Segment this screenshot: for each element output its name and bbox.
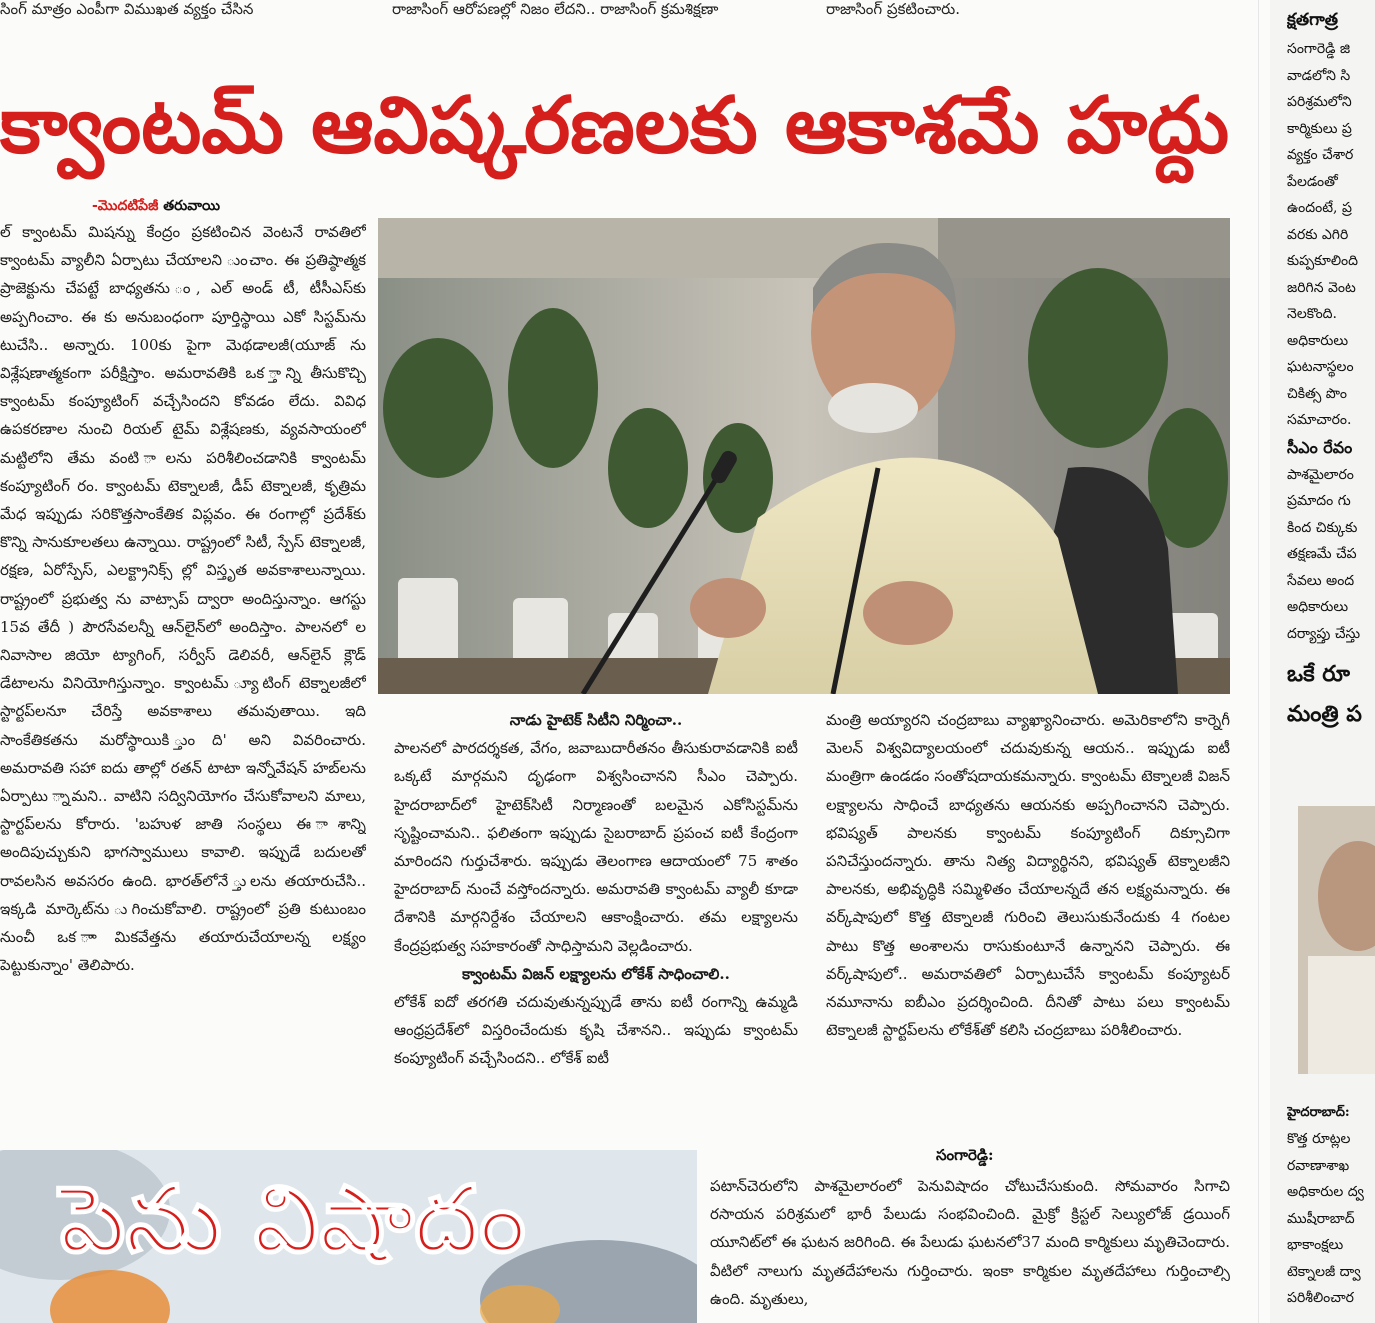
top-strip-col2: రాజాసింగ్ ఆరోపణల్లో నిజం లేదని.. రాజాసింగ్ క్రమశిక్షణా <box>392 0 719 18</box>
main-article-col1-text: ల్ క్వాంటమ్ మిషన్ను కేంద్రం ప్రకటించిన వెంటనే రావతిలో క్వాంటమ్ వ్యాలీని ఏర్పాటు చేయాలని ుంచాం. ఈ ప్రతిష్ఠాత్మక ప్రాజెక్టును చేపట్టే బాధ్యతను ం, ఎల్ అండ్ టీ, టీసీఎస్‌కు అప్పగించాం. ఈ కు అనుబంధంగా పూర్తిస్థాయి ఎకో సిస్టమ్‌ను టుచేసి.. అన్నారు. 100కు పైగా మెథడాలజీ(యూజ్ ను విశ్లేషణాత్మకంగా పరీక్షిస్తాం. అమరావతికి ఒక ్తాన్ని తీసుకొచ్చి క్వాంటమ్ కంప్యూటింగ్ వచ్చేసిందని కోవడం లేదు. వివిధ ఉపకరణాల నుంచి రియల్ టైమ్ విశ్లేషణకు, వ్యవసాయంలో మట్టిలోని తేమ వంటి ాలను పరిశీలించడానికి క్వాంటమ్ కంప్యూటింగ్ రం. క్వాంటమ్ టెక్నాలజీ, డీప్ టెక్నాలజీ, కృత్రిమ మేధ ఇప్పుడు సరికొత్తసాంకేతిక విప్లవం. ఈ రంగాల్లో ప్రదేశ్‌కు కొన్ని సానుకూలతలు ఉన్నాయి. రాష్ట్రంలో సిటీ, స్పేస్ టెక్నాలజీ, రక్షణ, ఏరోస్పేస్, ఎలక్ట్రానిక్స్ ల్లో విస్తృత అవకాశాలున్నాయి. రాష్ట్రంలో ప్రభుత్వ ను వాట్సాప్ ద్వారా అందిస్తున్నాం. ఆగస్టు 15వ తేదీ ) పౌరసేవలన్నీ ఆన్‌లైన్‌లో అందిస్తాం. పాలనలో ల నివాసాల జియో ట్యాగింగ్, సర్వీస్ డెలివరీ, ఆన్‌లైన్ క్లౌడ్ డేటాలను వినియోగిస్తున్నాం. క్వాంటమ్ ్యూటింగ్ టెక్నాలజీలో స్టార్టప్‌లనూ చేరిస్తే అవకాశాలు తమవుతాయి. ఇది సాంకేతికతను మరోస్థాయికి ్తుంది' అని వివరించారు. అమరావతి సహా ఐదు తాల్లో రతన్ టాటా ఇన్నోవేషన్ హబ్‌లను ఏర్పాటు ్నామని.. వాటిని సద్వినియోగం చేసుకోవాలని మాలు, స్టార్టప్‌లను కోరారు. 'బహుళ జాతి సంస్థలు ఈ ాశాన్ని అందిపుచ్చుకుని భాగస్వాములు కావాలి. ఇప్పుడే బదులతో రావలసిన అవసరం ఉంది. భారత్‌లోనే ్తులను తయారుచేసి.. ఇక్కడి మార్కెట్‌ను ుగించుకోవాలి. రాష్ట్రంలో ప్రతి కుటుంబం నుంచీ ఒక ాామికవేత్తను తయారుచేయాలన్న లక్ష్యం పెట్టుకున్నాం' తెలిపారు. <box>0 223 366 975</box>
right-column-line: అధికారుల ద్వ <box>1287 1184 1364 1200</box>
second-article-body <box>710 1172 1230 1323</box>
right-column-line: ఉందంటే, ప్ర <box>1287 200 1352 216</box>
byline-prefix: -మొదటిపేజీ <box>92 198 159 214</box>
right-column-line: సమాచారం. <box>1287 412 1352 428</box>
second-headline: పెను విషాదం <box>60 1166 526 1273</box>
right-column-line: టెక్నాలజీ ద్వా <box>1287 1263 1361 1280</box>
right-column-line: ఘటనాస్థలం <box>1287 359 1354 375</box>
right-column-line: భాకాంక్షలు <box>1287 1237 1344 1253</box>
byline-suffix: తరువాయి <box>158 198 220 214</box>
byline <box>92 198 220 217</box>
right-column-line: పేలడంతో <box>1287 173 1338 190</box>
right-column-line: అధికారులు <box>1287 599 1349 615</box>
cm-photo <box>378 218 1230 694</box>
second-dateline: సంగారెడ్డి: <box>936 1146 994 1164</box>
col2-paragraph-1: పాలనలో పారదర్శకత, వేగం, జవాబుదారీతనం తీసుకురావడానికి ఐటీ ఒక్కటే మార్గమని దృఢంగా విశ్వసించానని సీఎం చెప్పారు. హైదరాబాద్‌లో హైటెక్‌సిటీ నిర్మాణంతో బలమైన ఎకోసిస్టమ్‌ను సృష్టించామని.. ఫలితంగా ఇప్పుడు సైబరాబాద్ ప్రపంచ ఐటీ కేంద్రంగా మారిందని గుర్తుచేశారు. ఇప్పుడు తెలంగాణ ఆదాయంలో 75 శాతం హైదరాబాద్ నుంచే వస్తోందన్నారు. అమరావతి క్వాంటమ్ వ్యాలీ కూడా దేశానికి మార్గనిర్దేశం చేయాలని ఆకాంక్షించారు. తమ లక్ష్యాలను కేంద్రప్రభుత్వ సహకారంతో సాధిస్తామని వెల్లడించారు. <box>394 739 798 955</box>
right-column-line: చికిత్స పొం <box>1287 385 1347 402</box>
right-column-line: నెలకొంది. <box>1287 306 1338 322</box>
top-strip-col3: రాజాసింగ్ ప్రకటించారు. <box>826 0 961 18</box>
subhead-quantum-vision: క్వాంటమ్ విజన్ లక్ష్యాలను లోకేశ్ సాధించాలి.. <box>462 964 730 983</box>
right-column-line: ప్రమాదం గు <box>1287 493 1351 509</box>
right-column-line: తక్షణమే చేప <box>1287 546 1357 562</box>
right-column-line: జరిగిన వెంట <box>1287 279 1356 296</box>
right-column-line: పరిశ్రమలోని <box>1287 94 1352 110</box>
right-column <box>1287 4 1375 735</box>
right-lines-3 <box>1287 1126 1375 1312</box>
second-article-text: పటాన్‌చెరులోని పాశమైలారంలో పెనువిషాదం చోటుచేసుకుంది. సోమవారం సిగాచి రసాయన పరిశ్రమలో భారీ పేలుడు సంభవించింది. మైక్రో క్రిస్టల్ సెల్యులోజ్ డ్రయింగ్ యూనిట్‌లో ఈ ఘటన జరిగింది. ఈ పేలుడు ఘటనలో37 మంది కార్మికులు మృతిచెందారు. వీటిలో నాలుగు మృతదేహాలను గుర్తించారు. ఇంకా కార్మికుల మృతదేహాలు గుర్తించాల్సి ఉంది. మృతులు, <box>710 1177 1230 1308</box>
column-divider <box>1258 0 1259 1323</box>
explosion-photo <box>0 1150 697 1323</box>
right-lines-1 <box>1287 36 1375 434</box>
right-column-line: పరిశీలించార <box>1287 1290 1354 1306</box>
right-column-line: కుప్పకూలింది <box>1287 253 1358 269</box>
right-column-bottom <box>1287 1100 1375 1312</box>
right-column-line: దర్యాప్తు చేస్తు <box>1287 625 1361 642</box>
right-column-line: వాడలోని సి <box>1287 67 1351 84</box>
right-column-line: సంగారెడ్డి జి <box>1287 41 1351 57</box>
right-head-3b: మంత్రి ప <box>1287 702 1362 727</box>
col3-paragraph: మంత్రి అయ్యారని చంద్రబాబు వ్యాఖ్యానించారు. అమెరికాలోని కార్నెగీ మెలన్ విశ్వవిద్యాలయంలో చదువుకున్న ఆయన.. ఇప్పుడు ఐటీ మంత్రిగా ఉండడం సంతోషదాయకమన్నారు. క్వాంటమ్ టెక్నాలజీ విజన్ లక్ష్యాలను సాధించే బాధ్యతను ఆయనకు అప్పగించానని చెప్పారు. భవిష్యత్ పాలనకు క్వాంటమ్ కంప్యూటింగ్ దిక్సూచిగా పనిచేస్తుందన్నారు. తాను నిత్య విద్యార్థినని, భవిష్యత్ టెక్నాలజీని పాలనకు, అభివృద్ధికి సమ్మిళితం చేయాలన్నదే తన లక్ష్యమన్నారు. ఈ వర్క్‌షాపులో కొత్త టెక్నాలజీ గురించి తెలుసుకునేందుకు 4 గంటల పాటు కొత్త అంశాలను రాసుకుంటూనే ఉన్నానని చెప్పారు. ఈ వర్క్‌షాపులో.. అమరావతిలో ఏర్పాటుచేసే క్వాంటమ్ కంప్యూటర్ నమూనాను ఐబీఎం ప్రదర్శించింది. దీనితో పాటు పలు క్వాంటమ్ టెక్నాలజీ స్టార్టప్‌లను లోకేశ్‌తో కలిసి చంద్రబాబు పరిశీలించారు. <box>826 711 1230 1040</box>
right-column-photo <box>1298 806 1375 1074</box>
right-dateline: హైదరాబాద్: <box>1287 1105 1350 1120</box>
right-column-line: రవాణాశాఖ <box>1287 1157 1350 1174</box>
main-article-col1 <box>0 218 366 1118</box>
right-column-line: వరకు ఎగిరి <box>1287 226 1349 243</box>
top-strip-col1: సింగ్ మాత్రం ఎంపీగా విముఖత వ్యక్తం చేసిన <box>0 0 254 18</box>
main-headline: క్వాంటమ్ ఆవిష్కరణలకు ఆకాశమే హద్దు <box>0 81 1230 171</box>
right-lines-2 <box>1287 462 1375 648</box>
right-column-line: కార్మికులు ప్ర <box>1287 120 1352 137</box>
right-column-line: పాశమైలారం <box>1287 466 1354 483</box>
main-article-col2 <box>394 706 798 1118</box>
right-column-line: ముషీరాబాద్‌ <box>1287 1210 1355 1227</box>
right-column-line: అధికారులు <box>1287 332 1349 349</box>
col2-paragraph-2: లోకేశ్ ఐదో తరగతి చదువుతున్నప్పుడే తాను ఐటీ రంగాన్ని ఉమ్మడి ఆంధ్రప్రదేశ్‌లో విస్తరించేందుకు కృషి చేశానని.. ఇప్పుడు క్వాంటమ్ కంప్యూటింగ్ వచ్చేసిందని.. లోకేశ్ ఐటీ <box>394 993 798 1068</box>
subhead-hitec-city: నాడు హైటెక్ సిటీని నిర్మించా.. <box>509 711 683 729</box>
right-column-line: కింద చిక్కుకు <box>1287 519 1358 536</box>
right-column-line: కొత్త రూట్లల <box>1287 1131 1351 1147</box>
right-head-2: సీఎం రేవం <box>1287 437 1353 457</box>
right-head-3a: ఒకే రూ <box>1287 662 1350 687</box>
main-article-col3 <box>826 706 1230 1126</box>
right-column-line: వ్యక్తం చేశార <box>1287 147 1354 163</box>
right-head-1: క్షతగాత్ర <box>1287 10 1338 30</box>
right-column-line: సేవలు అంద <box>1287 572 1355 589</box>
